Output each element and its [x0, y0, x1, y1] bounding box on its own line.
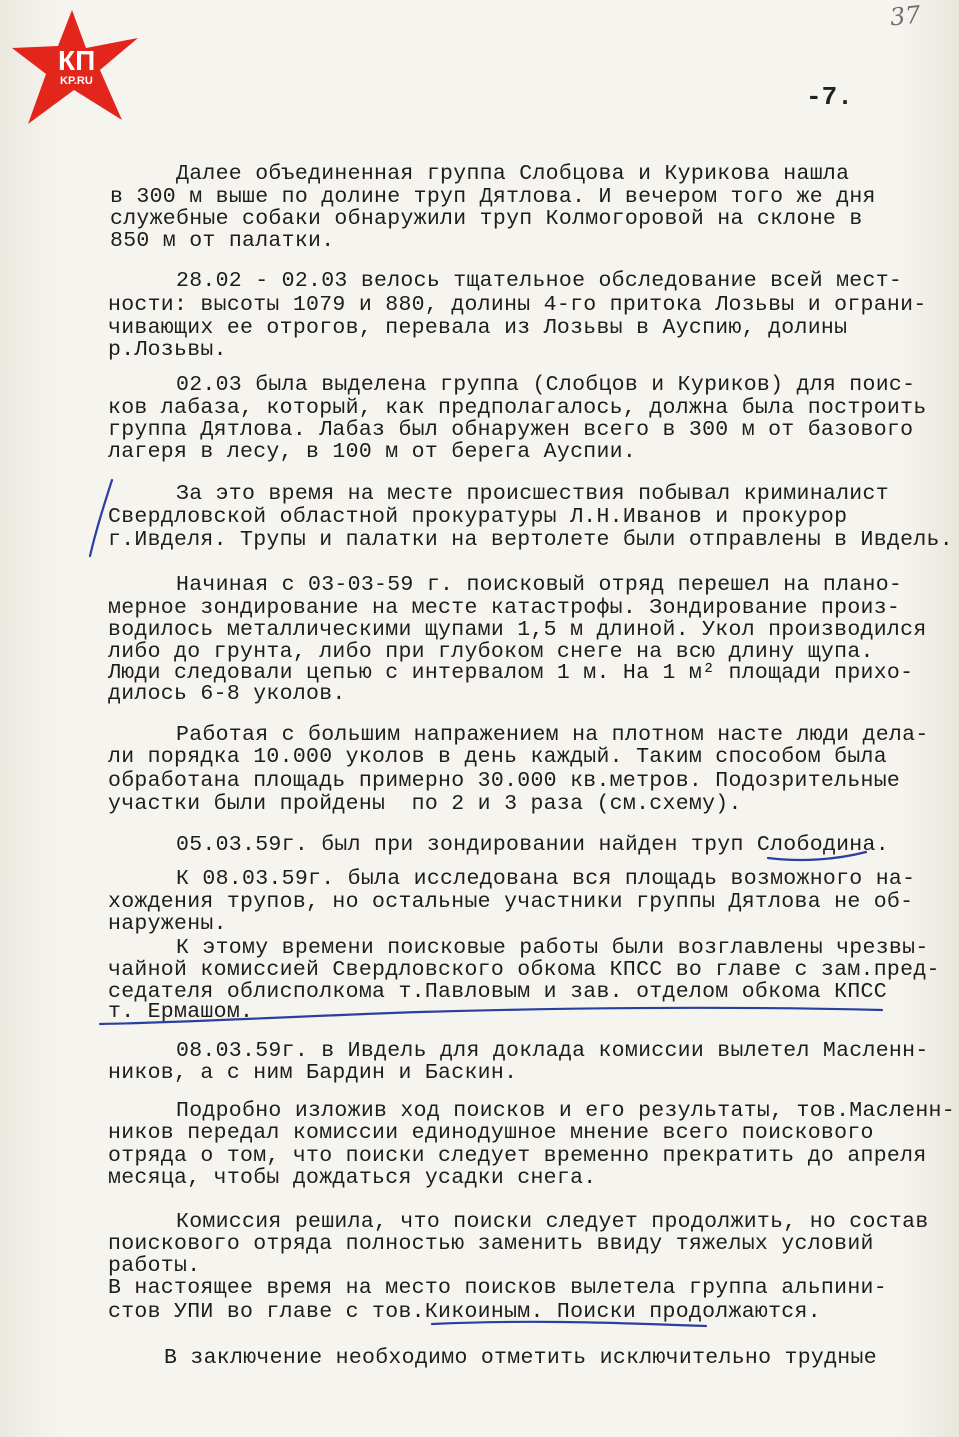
text-line: 02.03 была выделена группа (Слобцов и Куриков) для поис-: [176, 373, 916, 397]
text-line: ли порядка 10.000 уколов в день каждый. Таким способом была: [108, 745, 887, 769]
text-line: отряда о том, что поиски следует временно прекратить до апреля: [108, 1144, 927, 1168]
text-line: работы.: [108, 1254, 201, 1278]
text-line: Работая с большим напражением на плотном насте люди дела-: [176, 723, 929, 747]
text-line: В заключение необходимо отметить исключительно трудные: [164, 1346, 877, 1370]
text-line: ников передал комиссии единодушное мнение всего поискового: [108, 1121, 874, 1145]
text-line: стов УПИ во главе с тов.Кикоиным. Поиски продолжаются.: [108, 1300, 821, 1324]
text-line: 05.03.59г. был при зондировании найден труп Слободина.: [176, 833, 889, 857]
text-line: группа Дятлова. Лабаз был обнаружен всего в 300 м от базового: [108, 418, 914, 442]
text-line: седателя облисполкома т.Павловым и зав. отделом обкома КПСС: [108, 980, 887, 1004]
text-line: ников, а с ним Бардин и Баскин.: [108, 1061, 518, 1085]
text-line: поискового отряда полностью заменить ввиду тяжелых условий: [108, 1232, 874, 1256]
text-line: чивающих ее отрогов, перевала из Лозьвы в Ауспию, долины: [108, 316, 848, 340]
kp-logo-site: KP.RU: [60, 75, 93, 87]
text-line: водилось металлическими щупами 1,5 м длиной. Укол производился: [108, 618, 927, 642]
text-line: К 08.03.59г. была исследована вся площадь возможного на-: [176, 867, 916, 891]
text-line: ков лабаза, который, как предполагалось, должна была построить: [108, 396, 927, 420]
text-line: Свердловской областной прокуратуры Л.Н.Иванов и прокурор: [108, 505, 848, 529]
archive-page-number: 37: [888, 0, 922, 32]
text-line: Подробно изложив ход поисков и его результаты, тов.Масленн-: [176, 1099, 955, 1123]
text-line: лагеря в лесу, в 100 м от берега Ауспии.: [108, 440, 637, 464]
text-line: обработана площадь примерно 30.000 кв.метров. Подозрительные: [108, 769, 901, 793]
kp-logo: [10, 8, 140, 126]
text-line: месяца, чтобы дождаться усадки снега.: [108, 1166, 597, 1190]
text-line: 28.02 - 02.03 велось тщательное обследование всей мест-: [176, 269, 903, 293]
text-line: р.Лозьвы.: [108, 338, 227, 362]
kp-logo-brand: КП: [58, 45, 96, 76]
text-line: дилось 6-8 уколов.: [108, 682, 346, 706]
text-line: Начиная с 03-03-59 г. поисковый отряд перешел на плано-: [176, 573, 903, 597]
text-line: Комиссия решила, что поиски следует продолжить, но состав: [176, 1210, 929, 1234]
text-line: т. Ермашом.: [108, 1000, 254, 1024]
text-line: мерное зондирование на месте катастрофы. Зондирование произ-: [108, 596, 901, 620]
text-line: 850 м от палатки.: [110, 229, 335, 253]
text-line: В настоящее время на место поисков вылетела группа альпини-: [108, 1276, 887, 1300]
text-line: За это время на месте происшествия побывал криминалист: [176, 482, 889, 506]
text-line: участки были пройдены по 2 и 3 раза (см.схему).: [108, 792, 742, 816]
text-line: чайной комиссией Свердловского обкома КПСС во главе с зам.пред-: [108, 958, 940, 982]
text-line: служебные собаки обнаружили труп Колмогоровой на склоне в: [110, 207, 863, 231]
text-line: наружены.: [108, 912, 227, 936]
text-line: либо до грунта, либо при глубоком снеге на всю длину щупа.: [108, 640, 874, 664]
text-line: ности: высоты 1079 и 880, долины 4-го притока Лозьвы и ограни-: [108, 293, 927, 317]
text-line: Далее объединенная группа Слобцова и Курикова нашла: [176, 162, 850, 186]
text-line: К этому времени поисковые работы были возглавлены чрезвы-: [176, 936, 929, 960]
text-line: г.Ивделя. Трупы и палатки на вертолете были отправлены в Ивдель.: [108, 528, 953, 552]
text-line: хождения трупов, но остальные участники группы Дятлова не об-: [108, 890, 914, 914]
text-line: 08.03.59г. в Ивдель для доклада комиссии вылетел Масленн-: [176, 1039, 929, 1063]
page-number: -7.: [806, 82, 853, 112]
text-line: в 300 м выше по долине труп Дятлова. И вечером того же дня: [110, 185, 876, 209]
text-line: Люди следовали цепью с интервалом 1 м. На 1 м² площади прихо-: [108, 661, 914, 685]
